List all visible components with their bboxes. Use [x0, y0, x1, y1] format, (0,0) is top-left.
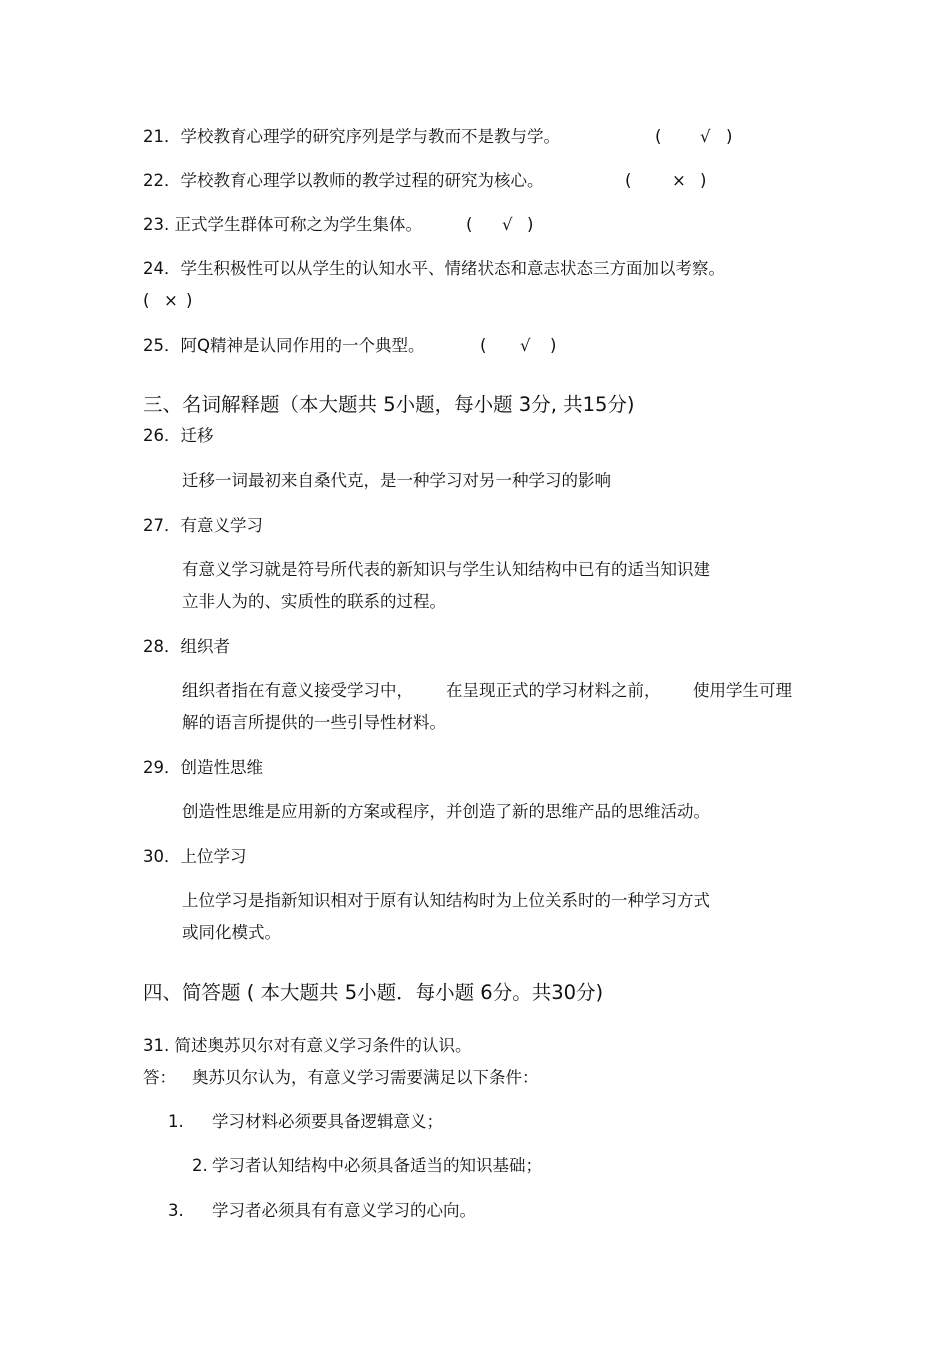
term-definition: 迁移一词最初来自桑代克，是一种学习对另一种学习的影响	[182, 471, 611, 490]
tf-item-text: 25．阿Q精神是认同作用的一个典型。	[143, 336, 425, 355]
section-heading-4: 四、简答题 ( 本大题共 5小题．每小题 6分。共30分)	[143, 981, 604, 1004]
term-title: 30．上位学习	[143, 847, 247, 866]
tf-open-paren: (	[625, 171, 632, 190]
tf-close-paren: )	[726, 127, 733, 146]
term-definition: 上位学习是指新知识相对于原有认知结构时为上位关系时的一种学习方式	[182, 891, 710, 910]
term-definition: 在呈现正式的学习材料之前，	[446, 681, 661, 700]
question-31: 31. 简述奥苏贝尔对有意义学习条件的认识。	[143, 1036, 472, 1055]
tf-close-paren: )	[186, 291, 193, 310]
condition-text: 学习材料必须要具备逻辑意义；	[212, 1112, 443, 1131]
term-title: 27．有意义学习	[143, 516, 263, 535]
section-heading-3: 三、名词解释题（本大题共 5小题，每小题 3分, 共15分)	[143, 393, 635, 416]
tf-close-paren: )	[527, 215, 534, 234]
tf-open-paren: (	[466, 215, 473, 234]
tf-open-paren: (	[480, 336, 487, 355]
term-definition: 组织者指在有意义接受学习中，	[182, 681, 413, 700]
answer-label: 答：	[143, 1068, 176, 1087]
check-mark-icon: √	[520, 336, 531, 355]
tf-item-23	[143, 214, 422, 236]
tf-item-text: 21．学校教育心理学的研究序列是学与教而不是教与学。	[143, 127, 560, 146]
tf-item-text: 24．学生积极性可以从学生的认知水平、情绪状态和意志状态三方面加以考察。	[143, 259, 725, 278]
term-title: 28．组织者	[143, 637, 230, 656]
condition-number: 3.	[168, 1201, 184, 1220]
tf-open-paren: (	[655, 127, 662, 146]
term-definition: 解的语言所提供的一些引导性材料。	[182, 713, 446, 732]
term-definition: 创造性思维是应用新的方案或程序，并创造了新的思维产品的思维活动。	[182, 802, 710, 821]
condition-text: 学习者认知结构中必须具备适当的知识基础；	[212, 1156, 542, 1175]
tf-close-paren: )	[700, 171, 707, 190]
cross-mark-icon: ×	[672, 171, 686, 190]
condition-number: 2.	[192, 1156, 208, 1175]
tf-close-paren: )	[550, 336, 557, 355]
condition-text: 学习者必须具有有意义学习的心向。	[212, 1201, 476, 1220]
term-definition: 立非人为的、实质性的联系的过程。	[182, 592, 446, 611]
check-mark-icon: √	[700, 127, 711, 146]
answer-intro: 奥苏贝尔认为，有意义学习需要满足以下条件：	[192, 1068, 539, 1087]
term-title: 26．迁移	[143, 426, 214, 445]
tf-item-text: 22．学校教育心理学以教师的教学过程的研究为核心。	[143, 171, 544, 190]
tf-item-24	[143, 258, 725, 280]
tf-item-text: 23. 正式学生群体可称之为学生集体。	[143, 215, 422, 234]
term-definition: 有意义学习就是符号所代表的新知识与学生认知结构中已有的适当知识建	[182, 560, 710, 579]
term-title: 29．创造性思维	[143, 758, 263, 777]
condition-number: 1.	[168, 1112, 184, 1131]
cross-mark-icon: ×	[164, 291, 178, 310]
check-mark-icon: √	[502, 215, 513, 234]
term-definition: 或同化模式。	[182, 923, 281, 942]
tf-open-paren: (	[143, 291, 150, 310]
tf-item-25	[143, 335, 424, 357]
term-definition: 使用学生可理	[693, 681, 792, 700]
tf-item-21	[143, 126, 560, 148]
tf-item-22	[143, 170, 544, 192]
